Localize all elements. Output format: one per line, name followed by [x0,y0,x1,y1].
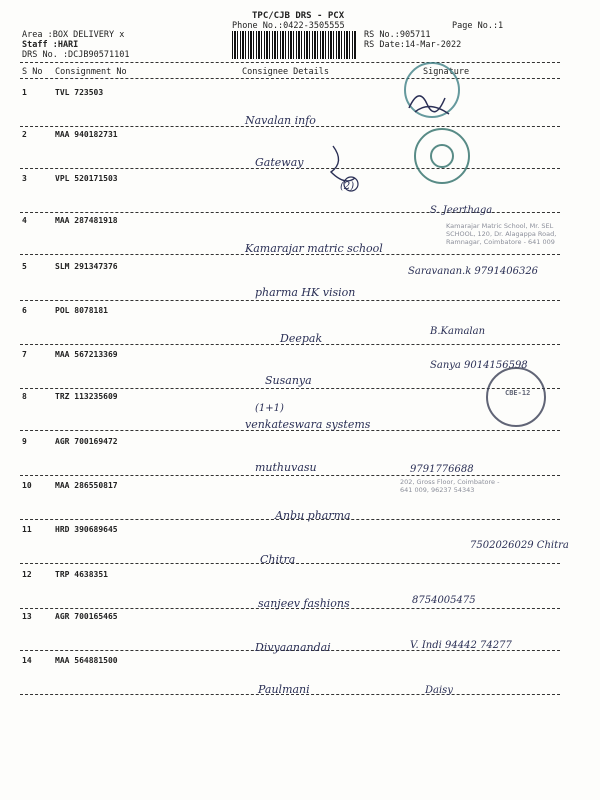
row-consignee: Chitra [260,553,296,566]
row-consignment-no: MAA 567213369 [55,350,118,359]
row-sno: 3 [22,174,27,183]
row-signature: 7502026029 Chitra [470,540,569,551]
row-consignment-no: MAA 286550817 [55,481,118,490]
row-consignee: Divyaanandai [255,641,331,654]
row-consignee: pharma HK vision [255,286,356,299]
phone-number: Phone No.:0422-3505555 [232,21,345,31]
row-sno: 7 [22,350,27,359]
area-label: Area :BOX DELIVERY x [22,30,125,40]
row-signature: 9791776688 [410,464,474,475]
row-consignment-no: SLM 291347376 [55,262,118,271]
row-signature: Saravanan.k 9791406326 [408,266,539,277]
row-sno: 10 [22,481,32,490]
address-stamp-1: Kamarajar Matric School, Mr. SEL SCHOOL, 120, Dr. Alagappa Road, Ramnagar, Coimbatore - 641 009 [446,222,557,246]
row-divider [20,388,560,389]
row-signature: Daisy [425,685,453,696]
row-sno: 8 [22,392,27,401]
row-signature: B.Kamalan [430,326,486,337]
drs-number: DRS No. :DCJB90571101 [22,50,130,60]
signature-row1 [405,78,455,120]
header-divider-bottom [20,78,560,79]
row-consignment-no: POL 8078181 [55,306,108,315]
row-sno: 1 [22,88,27,97]
row-sno: 5 [22,262,27,271]
page-number: Page No.:1 [452,21,504,31]
row-sno: 12 [22,570,32,579]
column-consignment: Consignment No [55,67,127,77]
row-consignee: Susanya [265,374,312,387]
column-consignee: Consignee Details [242,67,329,77]
signature-row2 [325,142,365,194]
row-consignee: venkateswara systems [245,418,371,431]
row-divider [20,300,560,301]
venkateswara-stamp [486,367,546,427]
row-sno: 14 [22,656,32,665]
row-consignee: Deepak [280,332,323,345]
row-consignee: Paulmani [258,683,310,696]
row-consignment-no: TRP 4638351 [55,570,108,579]
document-title: TPC/CJB DRS - PCX [252,11,345,21]
barcode [232,31,356,59]
row-consignment-no: MAA 564881500 [55,656,118,665]
row-consignment-no: TVL 723503 [55,88,104,97]
row-consignment-no: AGR 700169472 [55,437,118,446]
row-consignee: muthuvasu [255,461,317,474]
column-sno: S No [22,67,43,77]
row-consignment-no: HRD 390689645 [55,525,118,534]
row-sno: 4 [22,216,27,225]
row-signature: S. Jeerthaga [430,205,493,216]
rs-date: RS Date:14-Mar-2022 [364,40,462,50]
row-divider [20,475,560,476]
venkateswara-stamp-label: CBE-12 [505,389,531,397]
row-sno: 13 [22,612,32,621]
row-consignment-no: MAA 940182731 [55,130,118,139]
address-stamp-2: 202, Gross Floor, Coimbatore - 641 009, 96237 54343 [400,478,500,494]
row-consignment-no: VPL 520171503 [55,174,118,183]
rs-number: RS No.:905711 [364,30,431,40]
row-consignment-no: TRZ 113235609 [55,392,118,401]
row-consignee: Kamarajar matric school [245,242,383,255]
column-signature: Signature [423,67,470,77]
row-consignee: sanjeev fashions [258,597,350,610]
row-signature: (1+1) [255,403,284,414]
row-sno: 9 [22,437,27,446]
row-signature: V. Indi 94442 74277 [410,640,512,651]
row-sno: 2 [22,130,27,139]
staff-label: Staff :HARI [22,40,79,50]
row-sno: 6 [22,306,27,315]
row-signature: Sanya 9014156598 [430,360,528,371]
row-consignment-no: MAA 287481918 [55,216,118,225]
swastik-stamp [414,128,470,184]
row-consignee: Navalan info [245,114,316,127]
row-consignee: Gateway [255,156,304,169]
row-consignee: Anbu pharma [275,509,351,522]
row-signature: (2) [340,181,355,192]
row-consignment-no: AGR 700165465 [55,612,118,621]
row-sno: 11 [22,525,32,534]
header-divider-top [20,62,560,63]
row-signature: 8754005475 [412,595,476,606]
